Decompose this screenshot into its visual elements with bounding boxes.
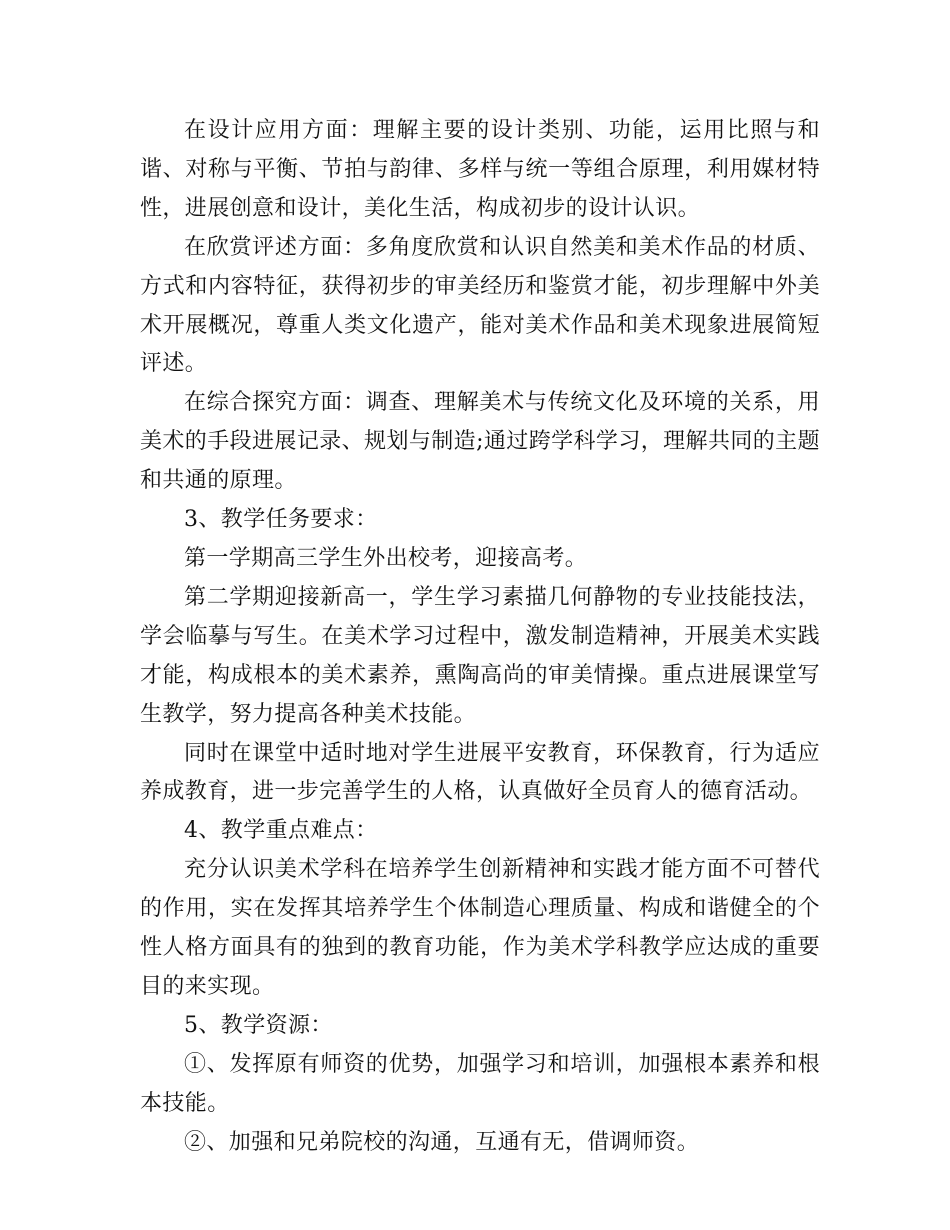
paragraph-first-semester: 第一学期高三学生外出校考，迎接高考。 — [184, 545, 588, 571]
paragraph-design-application: 在设计应用方面：理解主要的设计类别、功能，运用比照与和谐、对称与平衡、节拍与韵律、多样与统一等组合原理，利用媒材特性，进展创意和设计，美化生活，构成初步的设计认识。 — [140, 118, 820, 221]
paragraph-second-semester: 第二学期迎接新高一，学生学习素描几何静物的专业技能技法，学会临摹与写生。在美术学习过程中，激发制造精神，开展美术实践才能，构成根本的美术素养，熏陶高尚的审美情操。重点进展课堂写生教学，努力提高各种美术技能。 — [140, 584, 820, 727]
paragraph-comprehensive-inquiry: 在综合探究方面：调查、理解美术与传统文化及环境的关系，用美术的手段进展记录、规划与制造;通过跨学科学习，理解共同的主题和共通的原理。 — [140, 390, 820, 494]
document-body — [140, 112, 820, 1162]
section-heading-key-points: 4、教学重点难点： — [184, 818, 378, 844]
paragraph-key-points: 充分认识美术学科在培养学生创新精神和实践才能方面不可替代的作用，实在发挥其培养学生个体制造心理质量、构成和谐健全的个性人格方面具有的独到的教育功能，作为美术学科教学应达成的重要目的来实现。 — [140, 857, 820, 999]
paragraph-appreciation: 在欣赏评述方面：多角度欣赏和认识自然美和美术作品的材质、方式和内容特征，获得初步的审美经历和鉴赏才能，初步理解中外美术开展概况，尊重人类文化遗产，能对美术作品和美术现象进展简短评述。 — [140, 234, 820, 377]
paragraph-safety-education: 同时在课堂中适时地对学生进展平安教育，环保教育，行为适应养成教育，进一步完善学生的人格，认真做好全员育人的德育活动。 — [140, 740, 820, 805]
paragraph-resource-2: ②、加强和兄弟院校的沟通，互通有无，借调师资。 — [184, 1129, 700, 1155]
section-heading-resources: 5、教学资源： — [184, 1012, 333, 1038]
paragraph-resource-1: ①、发挥原有师资的优势，加强学习和培训，加强根本素养和根本技能。 — [140, 1051, 820, 1116]
section-heading-teaching-tasks: 3、教学任务要求： — [184, 507, 378, 533]
